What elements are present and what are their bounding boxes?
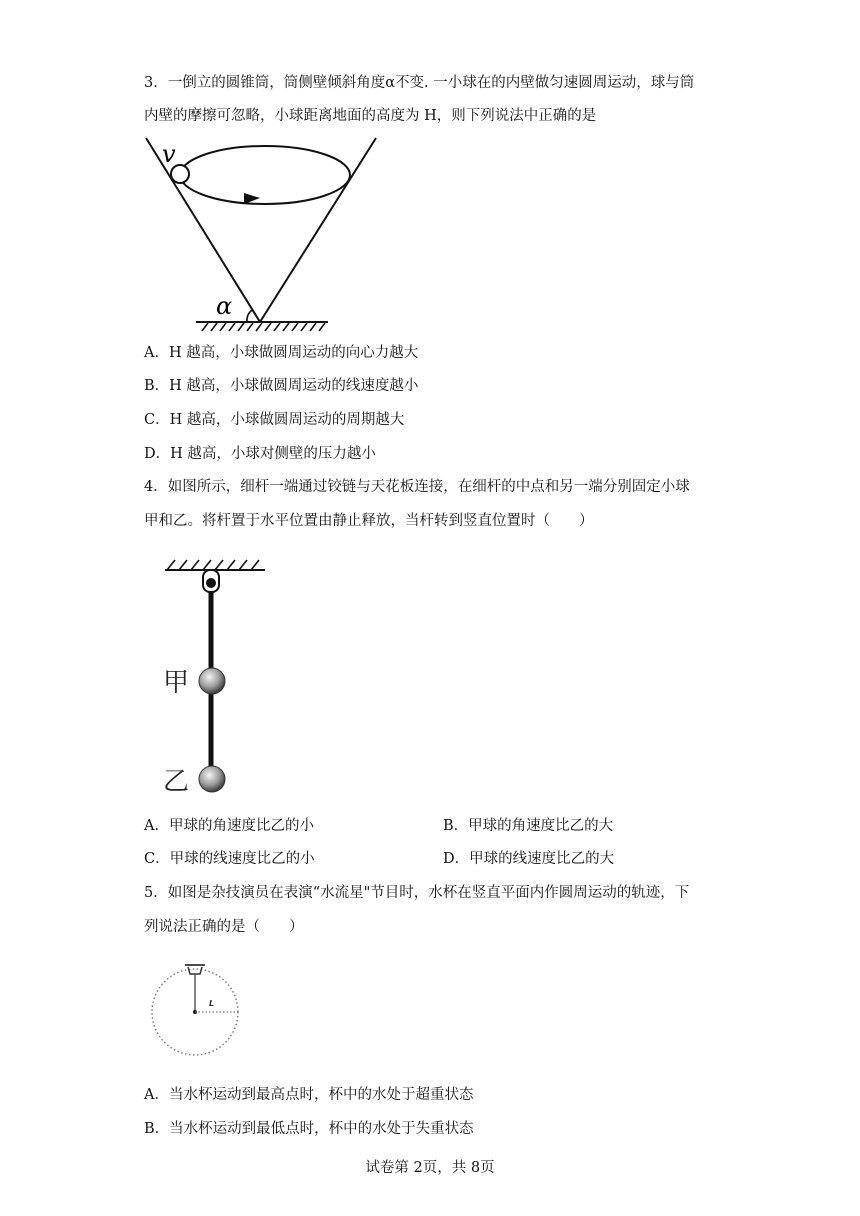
angle-alpha-label: α (216, 292, 233, 320)
water-meteor-diagram (140, 950, 250, 1065)
direction-arrow-icon (244, 193, 260, 204)
q4-option-d: D．甲球的线速度比乙的大 (443, 851, 615, 867)
orbit-ellipse (180, 146, 350, 204)
q4-option-c: C．甲球的线速度比乙的小 (144, 851, 315, 867)
q5-option-b: B．当水杯运动到最低点时，杯中的水处于失重状态 (144, 1121, 474, 1137)
q3-option-b: B．H 越高，小球做圆周运动的线速度越小 (144, 378, 419, 394)
q3-stem-line1: 3．一倒立的圆锥筒，筒侧壁倾斜角度α不变. 一小球在的内壁做匀速圆周运动，球与筒 (144, 75, 695, 91)
q4-stem-line2: 甲和乙。将杆置于水平位置由静止释放，当杆转到竖直位置时（ ） (144, 513, 594, 529)
q3-stem-line2: 内壁的摩擦可忽略，小球距离地面的高度为 H，则下列说法中正确的是 (144, 108, 597, 124)
q3-option-d: D．H 越高，小球对侧壁的压力越小 (144, 446, 376, 462)
ball-yi-icon (199, 766, 225, 792)
q4-option-a: A．甲球的角速度比乙的小 (144, 818, 314, 834)
velocity-label: v (162, 140, 176, 168)
q4-stem-line1: 4．如图所示，细杆一端通过铰链与天花板连接，在细杆的中点和另一端分别固定小球 (144, 479, 690, 495)
q4-option-b: B．甲球的角速度比乙的大 (443, 818, 614, 834)
q5-stem-line1: 5．如图是杂技演员在表演“水流星"节目时，水杯在竖直平面内作圆周运动的轨迹，下 (144, 885, 690, 901)
radius-label: L (209, 999, 215, 1008)
cone-diagram (140, 134, 385, 334)
q5-stem-line2: 列说法正确的是（ ） (144, 919, 304, 935)
ball-yi-label: 乙 (163, 767, 190, 797)
q3-option-a: A．H 越高，小球做圆周运动的向心力越大 (144, 345, 419, 361)
ball-jia-icon (199, 668, 225, 694)
q3-option-c: C．H 越高，小球做圆周运动的周期越大 (144, 412, 405, 428)
page-footer: 试卷第 2页，共 8页 (365, 1160, 495, 1176)
ball-jia-label: 甲 (163, 668, 190, 698)
rod-diagram (155, 550, 275, 800)
q5-option-a: A．当水杯运动到最高点时，杯中的水处于超重状态 (144, 1087, 474, 1103)
cup-icon (188, 967, 202, 974)
